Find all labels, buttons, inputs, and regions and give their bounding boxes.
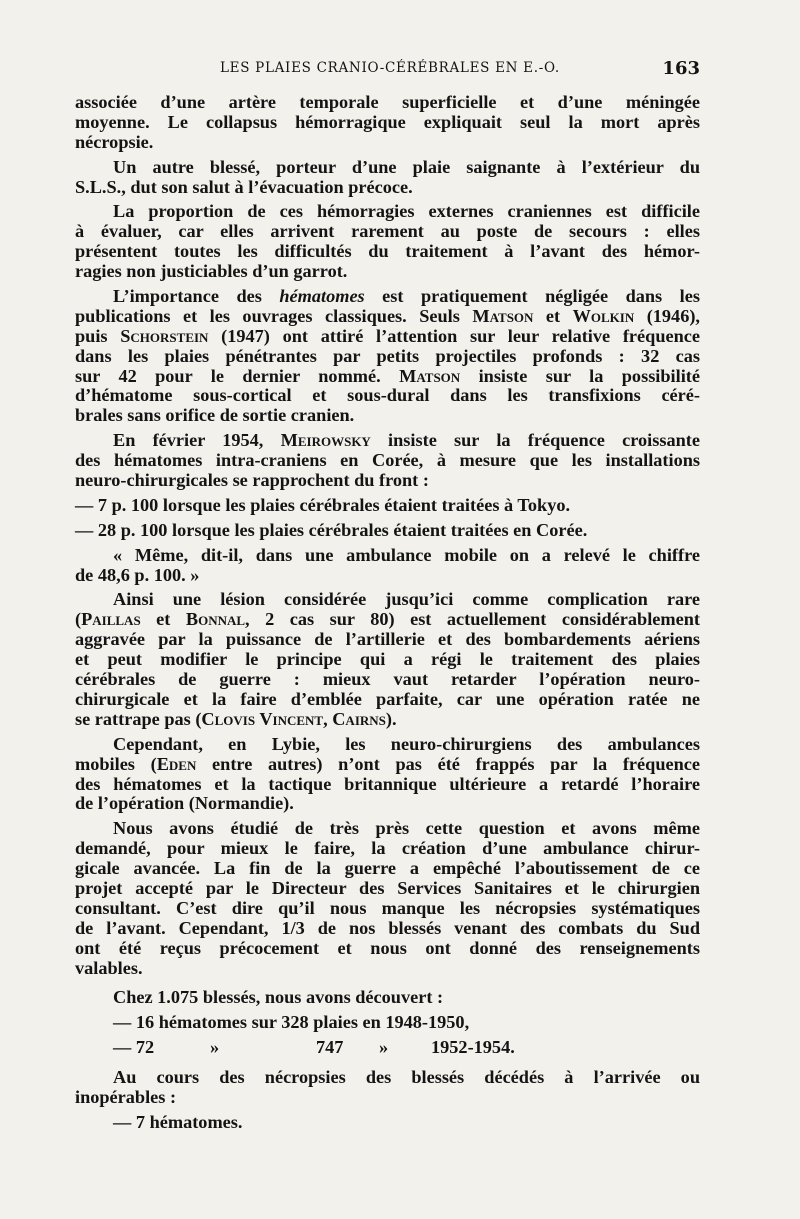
paragraph: [75, 158, 700, 198]
author-name: Eden: [156, 753, 197, 774]
list-item: — 72 » 747 » 1952-1954.: [113, 1037, 515, 1058]
text-line: de l’opération (Normandie).: [75, 793, 294, 814]
text-line: Un autre blessé, porteur d’une plaie saignante à l’extérieur du: [113, 156, 700, 177]
text-line: de l’avant. Cependant, 1/3 de nos blessés venant des combats du Sud: [75, 917, 700, 938]
text-line: En février 1954, Meirowsky insiste sur la fréquence croissante: [113, 430, 700, 451]
author-name: Paillas: [81, 609, 141, 630]
author-name: Meirowsky: [280, 430, 371, 451]
list-item: — 7 p. 100 lorsque les plaies cérébrales étaient traitées à Tokyo.: [75, 494, 571, 515]
text-line: projet accepté par le Directeur des Services Sanitaires et le chirurgien: [75, 877, 700, 898]
text-line: Au cours des nécropsies des blessés décédés à l’arrivée ou: [113, 1067, 700, 1088]
author-name: Matson: [399, 365, 461, 386]
text-line: inopérables :: [75, 1086, 177, 1107]
text-line: nécropsie.: [75, 131, 154, 152]
text-line: ragies non justiciables d’un garrot.: [75, 261, 348, 282]
text-line: La proportion de ces hémorragies externes craniennes est difficile: [113, 201, 700, 222]
text-line: neuro-chirurgicales se rapprochent du front :: [75, 470, 429, 491]
text-line: se rattrape pas (Clovis Vincent, Cairns).: [75, 708, 397, 729]
text-line: de 48,6 p. 100. »: [75, 564, 200, 585]
paragraph: [75, 287, 700, 426]
text-line: aggravée par la puissance de l’artillerie et des bombardements aériens: [75, 629, 700, 650]
text-line: Chez 1.075 blessés, nous avons découvert :: [113, 987, 444, 1008]
author-name: Clovis Vincent: [201, 708, 324, 729]
text-line: « Même, dit-il, dans une ambulance mobile on a relevé le chiffre: [113, 544, 700, 565]
text-line: d’hématome sous-cortical et sous-dural dans les transfixions céré-: [75, 385, 700, 406]
paragraph: [75, 1068, 700, 1133]
text-line: dans les plaies pénétrantes par petits projectiles profonds : 32 cas: [75, 345, 700, 366]
list-item: — 16 hématomes sur 328 plaies en 1948-1950,: [113, 1012, 470, 1033]
text-line: cérébrales de guerre : mieux vaut retarder l’opération neuro-: [75, 669, 700, 690]
text-line: brales sans orifice de sortie cranien.: [75, 405, 355, 426]
text-line: et peut modifier le principe qui a régi le traitement des plaies: [75, 649, 700, 670]
text-line: à évaluer, car elles arrivent rarement au poste de secours : elles: [75, 221, 700, 242]
dash-list: [75, 496, 700, 541]
text-line: des hématomes et la tactique britannique ultérieure a retardé l’horaire: [75, 773, 700, 794]
running-title: LES PLAIES CRANIO-CÉRÉBRALES EN E.-O.: [220, 60, 560, 76]
text-line: présentent toutes les difficultés du traitement à l’avant des hémor-: [75, 241, 700, 262]
text-line: gicale avancée. La fin de la guerre a empêché l’aboutissement de ce: [75, 858, 700, 879]
paragraph: [75, 735, 700, 815]
text-line: ont été reçus précocement et nous ont donné des renseignements: [75, 937, 700, 958]
statistics-block: [75, 988, 700, 1058]
paragraph: [75, 431, 700, 491]
paragraph: [75, 819, 700, 978]
author-name: Cairns: [332, 708, 386, 729]
quotation: [75, 546, 700, 586]
list-item: — 28 p. 100 lorsque les plaies cérébrales étaient traitées en Corée.: [75, 519, 588, 540]
text-line: consultant. C’est dire qu’il nous manque les nécropsies systématiques: [75, 897, 700, 918]
text-line: des hématomes intra-craniens en Corée, à mesure que les installations: [75, 450, 700, 471]
text-line: L’importance des hématomes est pratiquement négligée dans les: [113, 286, 700, 307]
author-name: Matson: [472, 305, 534, 326]
author-name: Wolkin: [572, 305, 635, 326]
text-line: demandé, pour mieux le faire, la création d’une ambulance chirur-: [75, 838, 700, 859]
text-line: chirurgicale et la faire d’emblée parfaite, car une opération ratée ne: [75, 688, 700, 709]
text-line: Nous avons étudié de très près cette question et avons même: [113, 818, 700, 839]
page-number: 163: [662, 58, 700, 79]
text-line: sur 42 pour le dernier nommé. Matson insiste sur la possibilité: [75, 365, 700, 386]
ditto-mark: »: [379, 1037, 389, 1058]
page-body: [75, 93, 700, 1133]
text-line: publications et les ouvrages classiques. Seuls Matson et Wolkin (1946),: [75, 305, 700, 326]
author-name: Bonnal: [185, 609, 246, 630]
text-line: moyenne. Le collapsus hémorragique expliquait seul la mort après: [75, 111, 700, 132]
text-line: (Paillas et Bonnal, 2 cas sur 80) est actuellement considérablement: [75, 609, 700, 630]
author-name: Schorstein: [120, 325, 209, 346]
text-line: Cependant, en Lybie, les neuro-chirurgiens des ambulances: [113, 733, 700, 754]
paragraph: [75, 93, 700, 153]
text-line: Ainsi une lésion considérée jusqu’ici comme complication rare: [113, 589, 700, 610]
text-line: valables.: [75, 957, 143, 978]
text-line: S.L.S., dut son salut à l’évacuation précoce.: [75, 176, 413, 197]
text-line: puis Schorstein (1947) ont attiré l’attention sur leur relative fréquence: [75, 325, 701, 346]
text-line: mobiles (Eden entre autres) n’ont pas été frappés par la fréquence: [75, 753, 700, 774]
page-header: [75, 58, 700, 82]
emphasis: hématomes: [279, 286, 365, 307]
list-item: — 7 hématomes.: [113, 1111, 243, 1132]
ditto-mark: »: [210, 1037, 220, 1058]
paragraph: [75, 590, 700, 729]
paragraph: [75, 202, 700, 282]
text-line: associée d’une artère temporale superficielle et d’une méningée: [75, 92, 700, 112]
